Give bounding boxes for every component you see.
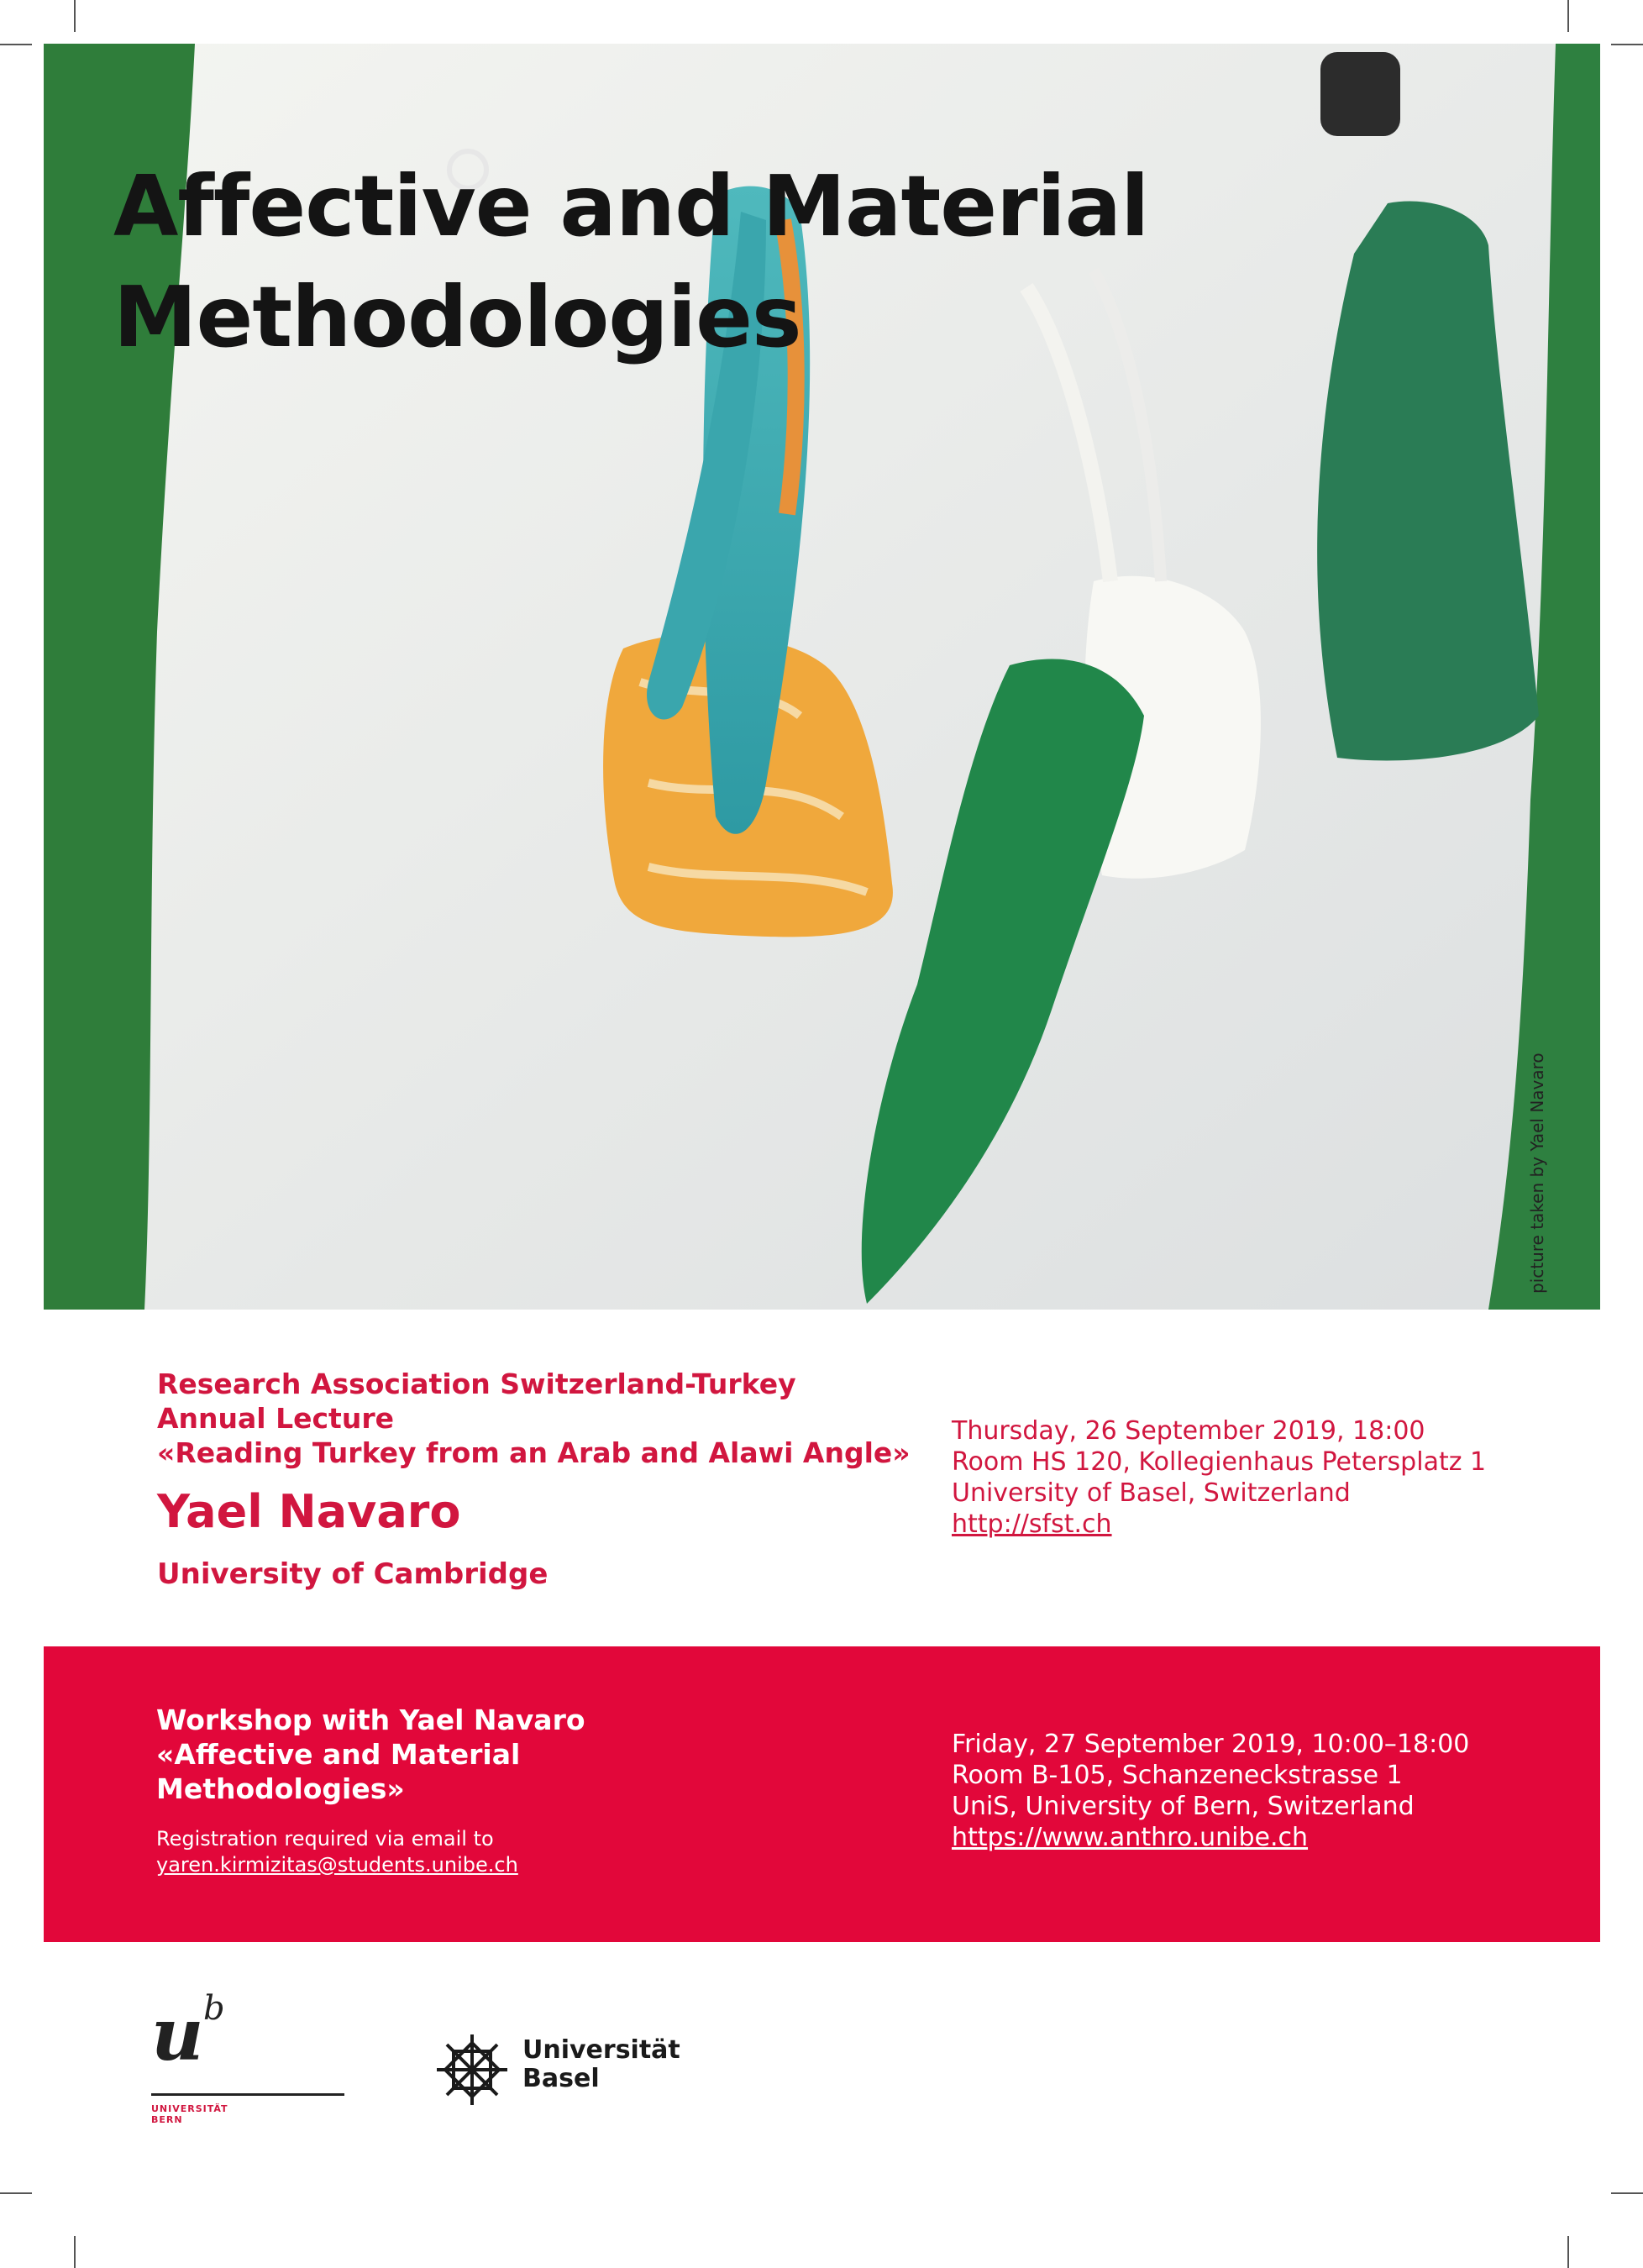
lecture-title: «Reading Turkey from an Arab and Alawi Angle»: [157, 1436, 911, 1469]
crop-mark: [0, 2192, 32, 2194]
workshop-url-link[interactable]: https://www.anthro.unibe.ch: [952, 1823, 1309, 1852]
crop-mark: [74, 0, 76, 32]
crop-mark: [1611, 2192, 1643, 2194]
university-bern-logo: [151, 1989, 353, 2125]
workshop-info: [156, 1703, 811, 1878]
poster-title: [113, 151, 1148, 373]
workshop-line-3: Methodologies»: [156, 1772, 405, 1805]
crop-mark: [1567, 2236, 1569, 2268]
workshop-registration: [156, 1826, 811, 1878]
lecture-details: [952, 1415, 1607, 1540]
basel-name-line-2: Basel: [522, 2064, 600, 2093]
lecture-type: Annual Lecture: [157, 1402, 394, 1435]
crop-mark: [1611, 44, 1643, 45]
university-basel-logo: [433, 2031, 685, 2115]
bern-name-line-2: BERN: [151, 2114, 183, 2125]
photo-credit: [1519, 1016, 1552, 1294]
bern-mark-u: u: [151, 1992, 204, 2077]
workshop-line-2: «Affective and Material: [156, 1738, 521, 1771]
lecture-info: [157, 1367, 913, 1591]
workshop-banner: [44, 1646, 1600, 1942]
workshop-line-1: Workshop with Yael Navaro: [156, 1704, 585, 1736]
speaker-affiliation: University of Cambridge: [157, 1557, 549, 1591]
lecture-date: Thursday, 26 September 2019, 18:00: [952, 1416, 1425, 1446]
photo-credit-text: picture taken by Yael Navaro: [1527, 1053, 1547, 1294]
registration-email-link[interactable]: yaren.kirmizitas@students.unibe.ch: [156, 1853, 518, 1877]
workshop-place: UniS, University of Bern, Switzerland: [952, 1792, 1415, 1821]
bern-mark-b: b: [203, 1989, 225, 2028]
lecture-place: University of Basel, Switzerland: [952, 1478, 1351, 1508]
lecture-url-link[interactable]: http://sfst.ch: [952, 1509, 1112, 1539]
workshop-details: [952, 1729, 1590, 1853]
crop-mark: [1567, 0, 1569, 32]
bern-logo-text: [151, 2103, 228, 2125]
basel-name-line-1: Universität: [522, 2035, 680, 2065]
lecture-room: Room HS 120, Kollegienhaus Petersplatz 1: [952, 1447, 1487, 1477]
workshop-date: Friday, 27 September 2019, 10:00–18:00: [952, 1730, 1470, 1759]
workshop-room: Room B-105, Schanzeneckstrasse 1: [952, 1761, 1403, 1790]
bern-name-line-1: UNIVERSITÄT: [151, 2103, 228, 2114]
title-line-1: Affective and Material: [113, 157, 1149, 255]
bern-logo-rule: [151, 2093, 344, 2096]
title-line-2: Methodologies: [113, 268, 801, 366]
registration-text: Registration required via email to: [156, 1827, 494, 1851]
crop-mark: [74, 2236, 76, 2268]
lecture-organizer: Research Association Switzerland-Turkey: [157, 1368, 796, 1400]
basel-logo-text: [522, 2036, 680, 2093]
speaker-name: Yael Navaro: [157, 1485, 461, 1538]
crop-mark: [0, 44, 32, 45]
basel-star-icon: [433, 2031, 511, 2108]
